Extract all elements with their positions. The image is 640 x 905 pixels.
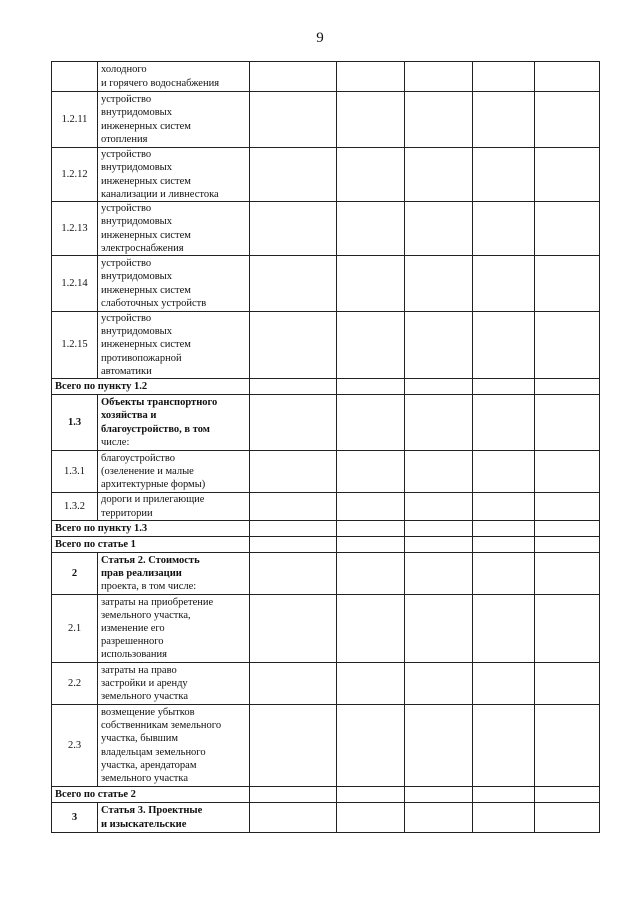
total-row	[52, 521, 600, 537]
row-number: 2.1	[52, 595, 98, 663]
empty-cell	[535, 256, 600, 312]
empty-cell	[405, 537, 473, 553]
empty-cell	[535, 787, 600, 803]
description-line: внутридомовых	[101, 216, 172, 228]
table-row	[52, 553, 600, 595]
description-line: внутридомовых	[101, 107, 172, 119]
description-line: (озеленение и малые	[101, 465, 194, 477]
empty-cell	[250, 537, 337, 553]
table-row	[52, 595, 600, 663]
description-line: благоустройство, в том	[101, 423, 210, 435]
table-row	[52, 202, 600, 256]
empty-cell	[250, 148, 337, 202]
description-line: инженерных систем	[101, 120, 191, 132]
empty-cell	[473, 256, 535, 312]
description-line: устройство	[101, 203, 152, 215]
empty-cell	[337, 595, 405, 663]
table-row	[52, 148, 600, 202]
description-line: электроснабжения	[101, 242, 184, 254]
table-row	[52, 451, 600, 493]
table-row	[52, 493, 600, 521]
row-description	[98, 148, 250, 202]
empty-cell	[250, 803, 337, 833]
empty-cell	[337, 395, 405, 451]
description-line: устройство	[101, 258, 152, 270]
total-label: Всего по пункту 1.2	[52, 379, 250, 395]
empty-cell	[535, 312, 600, 379]
row-description	[98, 312, 250, 379]
description-line: автоматики	[101, 365, 152, 377]
row-number: 3	[52, 803, 98, 833]
row-description	[98, 92, 250, 148]
row-number: 2.2	[52, 663, 98, 705]
empty-cell	[405, 395, 473, 451]
description-line: инженерных систем	[101, 284, 191, 296]
empty-cell	[473, 595, 535, 663]
row-description	[98, 395, 250, 451]
empty-cell	[250, 62, 337, 92]
description-line: холодного	[101, 64, 147, 76]
empty-cell	[473, 451, 535, 493]
row-number: 1.2.12	[52, 148, 98, 202]
row-description	[98, 803, 250, 833]
empty-cell	[473, 312, 535, 379]
table-row	[52, 803, 600, 833]
empty-cell	[405, 521, 473, 537]
empty-cell	[405, 451, 473, 493]
row-number: 1.3.2	[52, 493, 98, 521]
empty-cell	[405, 148, 473, 202]
table-row	[52, 395, 600, 451]
empty-cell	[473, 553, 535, 595]
description-line: территории	[101, 507, 153, 519]
empty-cell	[337, 451, 405, 493]
empty-cell	[473, 803, 535, 833]
description-line: земельного участка,	[101, 609, 191, 621]
total-row	[52, 537, 600, 553]
empty-cell	[405, 553, 473, 595]
description-line: проекта, в том числе:	[101, 581, 197, 593]
description-line: и изыскательские	[101, 818, 187, 830]
description-line: изменение его	[101, 622, 165, 634]
table-row	[52, 663, 600, 705]
empty-cell	[337, 256, 405, 312]
table-row	[52, 62, 600, 92]
total-row	[52, 379, 600, 395]
total-label: Всего по статье 2	[52, 787, 250, 803]
total-row	[52, 787, 600, 803]
empty-cell	[337, 521, 405, 537]
empty-cell	[535, 62, 600, 92]
empty-cell	[535, 379, 600, 395]
description-line: разрешенного	[101, 636, 164, 648]
empty-cell	[473, 537, 535, 553]
empty-cell	[535, 92, 600, 148]
table-row	[52, 312, 600, 379]
description-line: внутридомовых	[101, 326, 172, 338]
empty-cell	[535, 663, 600, 705]
empty-cell	[405, 493, 473, 521]
empty-cell	[473, 148, 535, 202]
description-line: устройство	[101, 94, 152, 106]
empty-cell	[337, 92, 405, 148]
total-label: Всего по статье 1	[52, 537, 250, 553]
description-line: застройки и аренду	[101, 677, 188, 689]
row-description	[98, 493, 250, 521]
description-line: противопожарной	[101, 352, 182, 364]
row-number: 1.2.14	[52, 256, 98, 312]
empty-cell	[405, 663, 473, 705]
row-description	[98, 663, 250, 705]
empty-cell	[337, 553, 405, 595]
description-line: использования	[101, 649, 167, 661]
empty-cell	[405, 595, 473, 663]
empty-cell	[250, 663, 337, 705]
empty-cell	[405, 787, 473, 803]
empty-cell	[250, 312, 337, 379]
row-description	[98, 595, 250, 663]
empty-cell	[405, 256, 473, 312]
empty-cell	[250, 202, 337, 256]
empty-cell	[473, 395, 535, 451]
empty-cell	[250, 521, 337, 537]
empty-cell	[473, 705, 535, 787]
page-number: 9	[316, 30, 324, 46]
empty-cell	[535, 537, 600, 553]
description-line: устройство	[101, 149, 152, 161]
description-line: инженерных систем	[101, 229, 191, 241]
empty-cell	[337, 537, 405, 553]
table-row	[52, 256, 600, 312]
row-number: 1.2.15	[52, 312, 98, 379]
cost-table	[51, 61, 600, 833]
description-line: дороги и прилегающие	[101, 494, 205, 506]
empty-cell	[405, 202, 473, 256]
empty-cell	[473, 92, 535, 148]
empty-cell	[535, 202, 600, 256]
empty-cell	[535, 803, 600, 833]
empty-cell	[405, 705, 473, 787]
empty-cell	[250, 705, 337, 787]
empty-cell	[250, 379, 337, 395]
empty-cell	[535, 451, 600, 493]
row-number: 1.3.1	[52, 451, 98, 493]
empty-cell	[337, 312, 405, 379]
empty-cell	[337, 62, 405, 92]
empty-cell	[250, 256, 337, 312]
empty-cell	[405, 92, 473, 148]
empty-cell	[337, 379, 405, 395]
description-line: канализации и ливнестока	[101, 188, 219, 200]
description-line: владельцам земельного	[101, 746, 206, 758]
row-description	[98, 553, 250, 595]
description-line: прав реализации	[101, 567, 182, 579]
empty-cell	[473, 62, 535, 92]
description-line: земельного участка	[101, 691, 188, 703]
empty-cell	[535, 595, 600, 663]
description-line: затраты на приобретение	[101, 596, 214, 608]
empty-cell	[535, 521, 600, 537]
description-line: внутридомовых	[101, 162, 172, 174]
empty-cell	[337, 705, 405, 787]
empty-cell	[337, 803, 405, 833]
description-line: участка, арендаторам	[101, 759, 197, 771]
row-number	[52, 62, 98, 92]
empty-cell	[250, 92, 337, 148]
empty-cell	[337, 787, 405, 803]
row-description	[98, 202, 250, 256]
row-number: 1.3	[52, 395, 98, 451]
description-line: и горячего водоснабжения	[101, 77, 220, 89]
description-line: слаботочных устройств	[101, 297, 207, 309]
description-line: благоустройство	[101, 452, 176, 464]
empty-cell	[250, 553, 337, 595]
description-line: участка, бывшим	[101, 733, 178, 745]
description-line: устройство	[101, 313, 152, 324]
description-line: числе:	[101, 436, 130, 448]
description-line: возмещение убытков	[101, 706, 195, 718]
description-line: внутридомовых	[101, 271, 172, 283]
empty-cell	[405, 312, 473, 379]
empty-cell	[473, 787, 535, 803]
empty-cell	[250, 451, 337, 493]
total-label: Всего по пункту 1.3	[52, 521, 250, 537]
empty-cell	[405, 62, 473, 92]
description-line: Статья 3. Проектные	[101, 805, 203, 817]
empty-cell	[250, 493, 337, 521]
row-description	[98, 62, 250, 92]
empty-cell	[535, 705, 600, 787]
description-line: затраты на право	[101, 664, 177, 676]
description-line: инженерных систем	[101, 175, 191, 187]
empty-cell	[337, 148, 405, 202]
row-number: 1.2.13	[52, 202, 98, 256]
table-row	[52, 92, 600, 148]
description-line: отопления	[101, 133, 148, 145]
empty-cell	[405, 379, 473, 395]
empty-cell	[535, 553, 600, 595]
empty-cell	[250, 787, 337, 803]
description-line: хозяйства и	[101, 410, 157, 422]
empty-cell	[337, 663, 405, 705]
description-line: инженерных систем	[101, 339, 191, 351]
empty-cell	[473, 663, 535, 705]
row-number: 2	[52, 553, 98, 595]
description-line: Статья 2. Стоимость	[101, 554, 200, 566]
description-line: собственникам земельного	[101, 720, 222, 732]
row-number: 2.3	[52, 705, 98, 787]
table-row	[52, 705, 600, 787]
empty-cell	[405, 803, 473, 833]
row-number: 1.2.11	[52, 92, 98, 148]
empty-cell	[473, 379, 535, 395]
row-description	[98, 705, 250, 787]
description-line: Объекты транспортного	[101, 397, 218, 409]
empty-cell	[535, 493, 600, 521]
empty-cell	[337, 493, 405, 521]
row-description	[98, 451, 250, 493]
empty-cell	[535, 148, 600, 202]
empty-cell	[337, 202, 405, 256]
row-description	[98, 256, 250, 312]
empty-cell	[473, 521, 535, 537]
empty-cell	[250, 595, 337, 663]
empty-cell	[250, 395, 337, 451]
table-body	[52, 62, 600, 833]
empty-cell	[473, 202, 535, 256]
empty-cell	[535, 395, 600, 451]
description-line: земельного участка	[101, 772, 188, 784]
description-line: архитектурные формы)	[101, 479, 206, 491]
empty-cell	[473, 493, 535, 521]
